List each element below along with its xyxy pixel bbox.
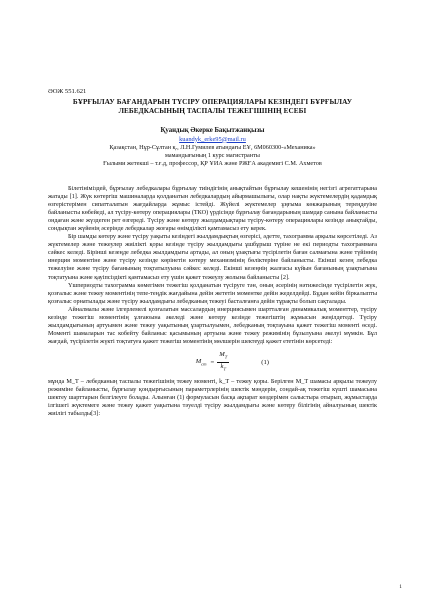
author-name: Қуандық Әкерке Бақытжанқызы <box>160 127 265 134</box>
affiliation-line-1: Қазақстан, Нұр-Сұлтан қ., Л.Н.Гумилев атындағы ЕҰ, 6М060300-«Механика» <box>109 143 316 151</box>
equation-fraction <box>217 351 229 373</box>
equation-number: (1) <box>261 358 269 366</box>
paper-title <box>48 98 377 116</box>
equation-equals: = <box>210 358 215 366</box>
title-line-1: БҰРҒЫЛАУ БАҒАНДАРЫН ТҮСІРУ ОПЕРАЦИЯЛАРЫ КЕЗІНДЕГІ БҰРҒЫЛАУ <box>72 98 353 106</box>
email-link[interactable]: kuandyk_erke95@mail.ru <box>179 135 246 143</box>
fraction-denominator: $k_T$ <box>220 362 226 371</box>
equation-1 <box>48 351 377 373</box>
equation-lhs: $M_{ст}$ <box>195 358 207 367</box>
body-paragraph: Бір шамды көтеру және түсіру уақыты кезіндегі жылдамдықтың өзгерісі, әдетте, тахограмма арқылы көрсетіледі. Аз жүктемелер және тежеулер жиілікті қоры кезінде түсіру жылдамдығы ұшбұрыш түріне не екі периодты тахограммаға сәйкес келеді. Бірінші кезеңде лебедка жылдамдығы артады, ал оның ұзақтығы түсірілетін баған салмағына және түйіннің инерция моментіне және түсіру кезінде көрінетін көтеру механизмінің бөліктеріне байланысты. Екінші кезең лебедка тежелуіне және түсіру бағанының тоқтатылуына сәйкес келеді. Екінші кезеңнің жалғасы күйын бағанының ұзақтығына тоқтатуына және қауіпсіздікті қамтамасыз ету үшін қажет тежеулу жолына байланысты [2]. <box>48 233 377 281</box>
body-paragraph: Білетініміздей, бұрғылау лебедкалары бұрғылау тиіндігінің анықтайтын бұрғылау кешенінің негізгі агрегаттарына жатады [1]. Жүк көтергіш машиналарда қолданатын лебедкалардың айырмашылығы, олар нақты жүктемелердің қадамдық өзгерістерімен сипатталатын жағдайларда жұмыс істейді. Жүйелі жүктемелер ұңғыма көкжарының тереңдеуіне байланысты көбейеді, ал түсіру-көтеру операциялары (ТКО) үрдісінде бұрғылау бағандарының шамдар санына байланысты ондаған және жүздеген рет өзгереді. Түсіру және көтеру жылдамдықтары түсіру-көтеру операциялары кезінде анықтайды, сондықтан жүйенің әсерінде лебедкалар жоғары өнімділікті қамтамасыз ету керек. <box>48 184 377 232</box>
affiliation-line-2: мамандығының 1 курс магистранты <box>165 151 260 159</box>
scientific-advisor: Ғылыми жетекші – т.ғ.д, профессор, ҚР ҰИА және РЖҒА академигі С.М. Ахметов <box>103 159 322 167</box>
body-paragraph-after-formula: мұнда M_T – лебедканың таспалы тежегішінің тежеу моменті, k_T – тежеу қоры. Берілген M_T шамасы арқылы тежеулу режиміне байланысты, бұрғылау қондырғысының параметрлерінің шектік мәндерін, сондай-ақ тежегіш күшті шамасына шектеу шарттарын белгілеуге болады. Алынған (1) формуласын басқа ақпарат көздерімен салыстыра отырып, жұмыстарда ілгішегі жүктемеге және тежеу қажет уақытына тәуелді түсіру жылдамдығы және көтеру білігінің айналуының шектік жиілігі табылды[3]: <box>48 378 377 418</box>
title-line-2: ЛЕБЕДКАСЫНЫҢ ТАСПАЛЫ ТЕЖЕГІШІНІҢ ЕСЕБІ <box>118 107 307 115</box>
udc-code: ӘОЖ 551.621 <box>48 88 87 95</box>
page-number: 1 <box>399 584 402 590</box>
body-paragraph: Үшпериодты тахограмма көмегімен тежегіш қолданатын түсіруге тән, оның әсерінің нәтижесінде түсірілетін жүк, қозғалыс және тежеу моментінің тепе-теңдік жағдайына дейін жететін моментке дейін жеделдейді. Бұдан кейін біркалыпты қозғалыс орнатылады және түсіру жылдамдығы лебедканың тежеуі басталғанға дейін тұрақты болып сақталады. <box>48 281 377 305</box>
fraction-numerator: $M_T$ <box>217 351 229 362</box>
body-paragraph: Айналмалы және ілгерлемелі қозғалатын массалардың инерциясымен шартталған динамикалық моменттер, түсіру кезінде тежегіш моментінің ұлғаюына әкеледі және көтеру кезінде тежегіштің жұмысын жеңілдетеді. Түсіру жылдамдығының артуымен және тежеу уақытының ұзартылуымен, лебедканың тоқтауына қажет тежегіш моменті өседі. Моменті шамаларын тас кобейту байланыс қасымының артуына және тежеу режимінің бұзылуына әкелуі мүмкін. Бұл жағдай, түсірілетін жүкті тоқтатуға қажет тежегіш моментінің мөлшерін шектеуді қажет ететінін көрсетеді: <box>48 305 377 346</box>
author-email[interactable] <box>48 136 377 144</box>
